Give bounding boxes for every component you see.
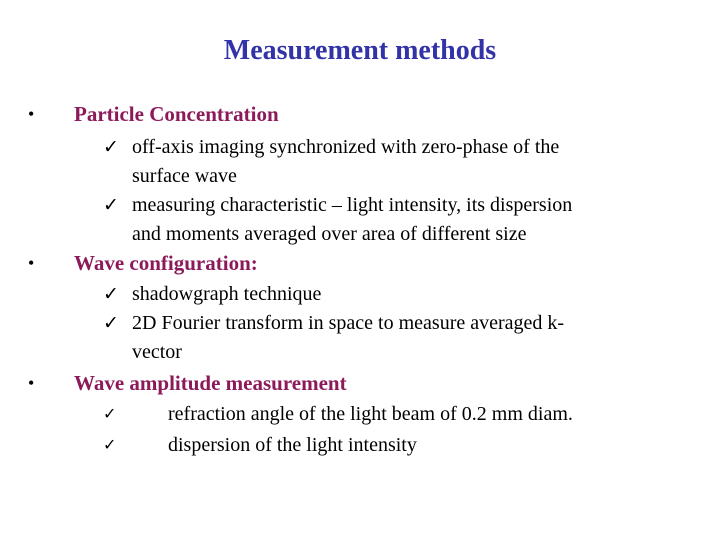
section-heading: Wave configuration: xyxy=(74,251,258,275)
checkmark-icon: ✓ xyxy=(103,406,117,423)
item-text-line: shadowgraph technique xyxy=(132,283,322,305)
item-text-line: off-axis imaging synchronized with zero-phase of the xyxy=(132,136,560,158)
section-heading: Particle Concentration xyxy=(74,102,279,126)
checkmark-icon: ✓ xyxy=(103,313,119,334)
item-text-line: and moments averaged over area of different size xyxy=(132,223,527,245)
item-text-line: surface wave xyxy=(132,165,237,187)
item-text xyxy=(168,400,573,429)
checkmark-icon: ✓ xyxy=(103,284,119,305)
checkmark-icon: ✓ xyxy=(103,195,119,216)
slide-title: Measurement methods xyxy=(223,35,497,66)
item-text xyxy=(168,431,417,460)
item-text-line: dispersion of the light intensity xyxy=(168,434,417,456)
checkmark-icon: ✓ xyxy=(103,137,119,158)
item-text-line: refraction angle of the light beam of 0.2 mm diam. xyxy=(168,403,573,425)
item-text xyxy=(132,280,321,309)
checkmark-icon: ✓ xyxy=(103,437,117,454)
item-text-line: measuring characteristic – light intensity, its dispersion xyxy=(132,194,573,216)
item-text-line: vector xyxy=(132,341,182,363)
item-text xyxy=(132,191,572,249)
bullet-icon: • xyxy=(28,373,35,393)
item-text-line: 2D Fourier transform in space to measure averaged k- xyxy=(132,312,565,334)
bullet-icon: • xyxy=(28,104,35,124)
section-heading: Wave amplitude measurement xyxy=(74,371,347,395)
item-text xyxy=(132,133,559,191)
bullet-icon: • xyxy=(28,253,35,273)
item-text xyxy=(132,309,564,367)
